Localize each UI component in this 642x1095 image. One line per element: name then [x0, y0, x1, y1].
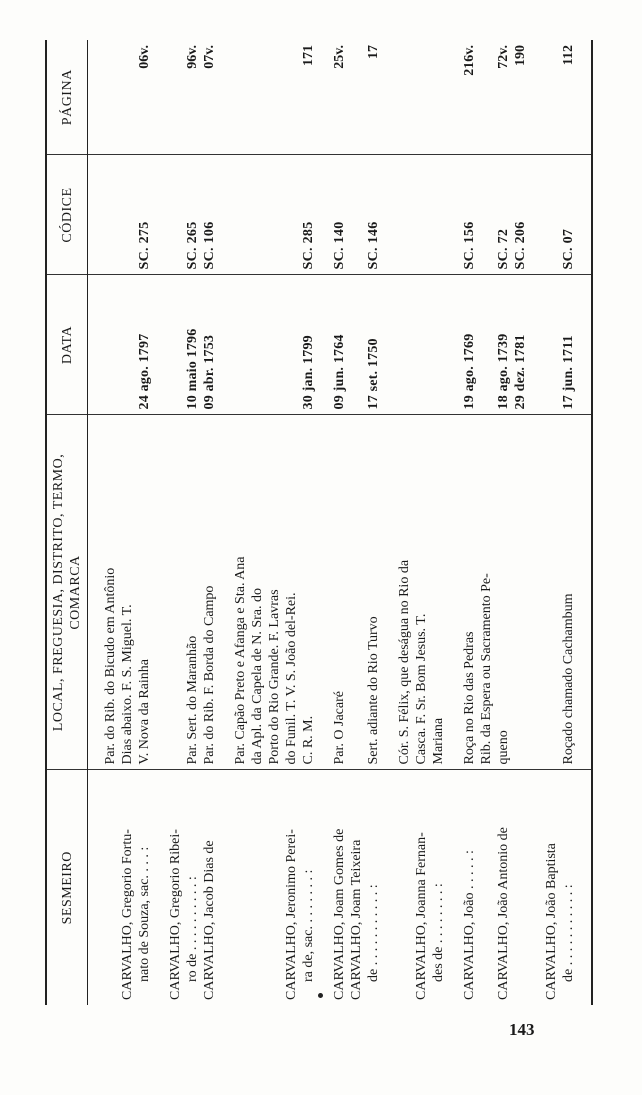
header-codice: CÓDICE — [46, 155, 88, 275]
margin-bullet-mark — [318, 993, 323, 998]
table-row — [167, 40, 201, 1005]
cell-local — [543, 415, 577, 770]
cell-text-line: 30 jan. 1799 — [301, 335, 316, 410]
cell-text-line: 18 ago. 1739 — [496, 333, 511, 410]
cell-sesmeiro — [543, 770, 577, 1005]
cell-pagina — [232, 40, 317, 155]
table-header-row — [46, 40, 88, 1005]
cell-text-line: SC. 156 — [462, 221, 477, 270]
cell-local — [396, 415, 447, 770]
cell-codice — [396, 155, 447, 275]
table-row — [331, 40, 348, 1005]
cell-codice — [348, 155, 382, 275]
cell-text-line: SC. 07 — [561, 228, 576, 270]
cell-sesmeiro — [201, 770, 218, 1005]
cell-text-line: Rib. da Espera ou Sacramento Pe- — [479, 573, 494, 765]
cell-codice — [331, 155, 348, 275]
cell-text-line: Roçado chamado Cachambum — [561, 593, 576, 765]
cell-text-line: 216v. — [462, 45, 477, 76]
table-row — [348, 40, 382, 1005]
cell-text-line: SC. 72 — [496, 228, 511, 270]
header-data: DATA — [46, 275, 88, 415]
cell-text-line: C. R. M. — [301, 715, 316, 765]
cell-text-line: 17 — [366, 45, 381, 59]
cell-local — [478, 415, 512, 770]
cell-data — [232, 275, 317, 415]
cell-text-line: 171 — [301, 45, 316, 66]
cell-codice — [102, 155, 153, 275]
table-row — [461, 40, 478, 1005]
cell-data — [167, 275, 201, 415]
header-sesmeiro: SESMEIRO — [46, 770, 88, 1005]
cell-sesmeiro — [478, 770, 512, 1005]
cell-data — [348, 275, 382, 415]
cell-text-line: Mariana — [431, 717, 446, 765]
cell-text-line: 07v. — [202, 45, 217, 69]
cell-sesmeiro — [512, 770, 529, 1005]
cell-text-line: Casca. F. Sr. Bom Jesus. T. — [414, 613, 429, 765]
sesmarias-table — [45, 40, 593, 1005]
cell-text-line: nato de Souza, sac. . . . : — [137, 846, 152, 982]
cell-text-line: ro de . . . . . . . . . . : — [185, 876, 200, 982]
cell-pagina — [461, 40, 478, 155]
cell-sesmeiro — [461, 770, 478, 1005]
cell-local — [331, 415, 348, 770]
cell-text-line: 24 ago. 1797 — [137, 333, 152, 410]
cell-text-line: CARVALHO, Gregorio Ribei- — [168, 829, 183, 1000]
cell-text-line: SC. 206 — [513, 221, 528, 270]
cell-data — [512, 275, 529, 415]
cell-text-line: Roça no Rio das Pedras — [462, 631, 477, 765]
cell-text-line: 17 jun. 1711 — [561, 335, 576, 410]
cell-codice — [167, 155, 201, 275]
cell-text-line: 19 ago. 1769 — [462, 333, 477, 410]
table-row — [232, 40, 317, 1005]
cell-sesmeiro — [232, 770, 317, 1005]
cell-text-line: des de . . . . . . . . : — [431, 883, 446, 982]
cell-text-line: SC. 146 — [366, 221, 381, 270]
cell-codice — [512, 155, 529, 275]
cell-local — [201, 415, 218, 770]
cell-text-line: CARVALHO, João Antonio de — [496, 827, 511, 1000]
cell-data — [201, 275, 218, 415]
cell-sesmeiro — [396, 770, 447, 1005]
table-row — [396, 40, 447, 1005]
table-row — [478, 40, 512, 1005]
cell-local — [102, 415, 153, 770]
cell-text-line: Par. do Rib. F. Borda do Campo — [202, 585, 217, 765]
cell-data — [478, 275, 512, 415]
cell-text-line: 112 — [561, 45, 576, 66]
cell-text-line: 10 maio 1796 — [185, 328, 200, 410]
cell-pagina — [478, 40, 512, 155]
table-row — [201, 40, 218, 1005]
cell-codice — [201, 155, 218, 275]
cell-sesmeiro — [102, 770, 153, 1005]
cell-text-line: CARVALHO, Joam Gomes de — [332, 828, 347, 1000]
cell-pagina — [331, 40, 348, 155]
cell-text-line: CARVALHO, João Baptista — [544, 843, 559, 1000]
cell-text-line: 72v. — [496, 45, 511, 69]
cell-pagina — [396, 40, 447, 155]
cell-data — [543, 275, 577, 415]
cell-sesmeiro — [331, 770, 348, 1005]
cell-text-line: CARVALHO, Joanna Fernan- — [414, 832, 429, 1000]
cell-pagina — [201, 40, 218, 155]
cell-text-line: Par. Capão Preto e Afanga e Sta. Ana — [233, 556, 248, 765]
cell-text-line: de . . . . . . . . . . . : — [561, 884, 576, 982]
cell-text-line: CARVALHO, Joam Teixeira — [349, 839, 364, 1000]
cell-sesmeiro — [167, 770, 201, 1005]
cell-pagina — [102, 40, 153, 155]
cell-text-line: queno — [496, 730, 511, 765]
cell-text-line: SC. 265 — [185, 221, 200, 270]
cell-codice — [478, 155, 512, 275]
cell-local — [348, 415, 382, 770]
cell-data — [396, 275, 447, 415]
cell-text-line: 06v. — [137, 45, 152, 69]
table-row — [512, 40, 529, 1005]
cell-text-line: Par. O Jacaré — [332, 691, 347, 765]
table-row — [543, 40, 577, 1005]
cell-text-line: Par. do Rib. do Bicudo em Antônio — [103, 567, 118, 765]
cell-text-line: V. Nova da Rainha — [137, 659, 152, 765]
cell-text-line: SC. 275 — [137, 221, 152, 270]
cell-text-line: da Apl. da Capela de N. Sra. do — [250, 587, 265, 765]
cell-text-line: Par. Sert. do Maranhão — [185, 635, 200, 765]
cell-text-line: de . . . . . . . . . . . : — [366, 884, 381, 982]
cell-text-line: Sert. adiante do Rio Turvo — [366, 616, 381, 765]
cell-pagina — [348, 40, 382, 155]
cell-text-line: SC. 106 — [202, 221, 217, 270]
cell-pagina — [512, 40, 529, 155]
cell-local — [232, 415, 317, 770]
cell-text-line: 25v. — [332, 45, 347, 69]
cell-data — [461, 275, 478, 415]
cell-text-line: 96v. — [185, 45, 200, 69]
cell-local — [512, 415, 529, 770]
cell-text-line: Dias abaixo. F. S. Miguel. T. — [120, 604, 135, 765]
cell-local — [167, 415, 201, 770]
cell-text-line: 09 abr. 1753 — [202, 334, 217, 410]
cell-text-line: CARVALHO, Jacob Dias de — [202, 840, 217, 1000]
cell-data — [331, 275, 348, 415]
table-row — [102, 40, 153, 1005]
cell-codice — [232, 155, 317, 275]
header-local: LOCAL, FREGUESIA, DISTRITO, TERMO, COMARCA — [46, 415, 88, 770]
cell-text-line: 190 — [513, 45, 528, 66]
cell-text-line: CARVALHO, Gregorio Fortu- — [120, 829, 135, 1000]
cell-codice — [461, 155, 478, 275]
cell-text-line: CARVALHO, Jeronimo Perei- — [284, 829, 299, 1000]
cell-text-line: 09 jun. 1764 — [332, 334, 347, 410]
cell-text-line: SC. 285 — [301, 221, 316, 270]
cell-text-line: Porto do Rio Grande. F. Lavras — [267, 589, 282, 765]
cell-text-line: do Funil. T. V. S. João del-Rei. — [284, 592, 299, 765]
cell-data — [102, 275, 153, 415]
cell-text-line: Cór. S. Félix, que deságua no Rio da — [397, 559, 412, 765]
cell-codice — [543, 155, 577, 275]
cell-text-line: 29 dez. 1781 — [513, 334, 528, 410]
table-body — [88, 40, 593, 1005]
cell-text-line: ra de, sac. . . . . . . . : — [301, 869, 316, 982]
cell-text-line: SC. 140 — [332, 221, 347, 270]
cell-text-line: 17 set. 1750 — [366, 338, 381, 410]
cell-text-line: CARVALHO, João . . . . . : — [462, 850, 477, 1000]
cell-sesmeiro — [348, 770, 382, 1005]
page-number: 143 — [509, 1020, 535, 1039]
cell-local — [461, 415, 478, 770]
header-pagina: PÁGINA — [46, 40, 88, 155]
rotated-table-container — [45, 40, 576, 1005]
cell-pagina — [543, 40, 577, 155]
cell-pagina — [167, 40, 201, 155]
